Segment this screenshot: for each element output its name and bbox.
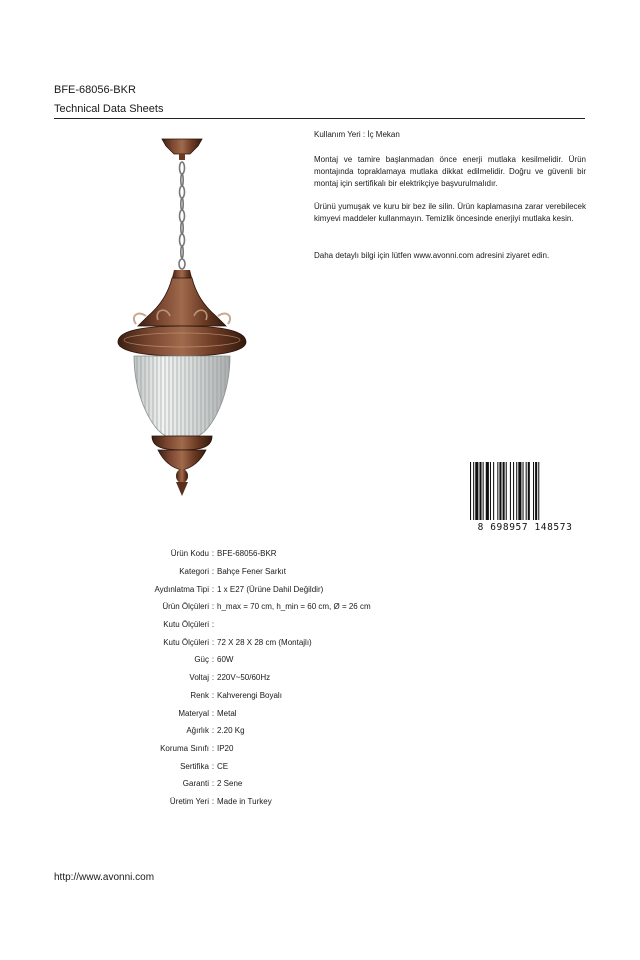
spec-row xyxy=(54,616,594,634)
spec-label: Üretim Yeri xyxy=(169,796,209,806)
spec-row xyxy=(54,704,594,722)
spec-value: 2 Sene xyxy=(217,779,243,789)
spec-label: Voltaj xyxy=(189,673,209,683)
spec-separator: : xyxy=(211,796,215,806)
spec-row xyxy=(54,580,594,598)
spec-value: 2.20 Kg xyxy=(217,726,245,736)
spec-value: 220V~50/60Hz xyxy=(217,673,271,683)
spec-row xyxy=(54,722,594,740)
spec-separator: : xyxy=(211,637,215,647)
barcode-bars xyxy=(470,462,539,520)
spec-label: Sertifika xyxy=(180,761,209,771)
spec-separator: : xyxy=(211,690,215,700)
spec-separator: : xyxy=(211,743,215,753)
spec-label: Kutu Ölçüleri xyxy=(163,637,209,647)
spec-separator: : xyxy=(211,567,215,577)
spec-separator: : xyxy=(211,549,215,559)
spec-row xyxy=(54,775,594,793)
spec-value: Kahverengi Boyalı xyxy=(217,690,282,700)
spec-label: Materyal xyxy=(178,708,209,718)
spec-value: IP20 xyxy=(217,743,234,753)
cleaning-note: Ürünü yumuşak ve kuru bir bez ile silin. Ürün kaplamasına zarar verebilecek kimyevi maddeler kullanmayın. Temizlik öncesinde enerjiyi mutlaka kesin. xyxy=(314,202,586,223)
spec-value: 72 X 28 X 28 cm (Montajlı) xyxy=(217,637,312,647)
product-code-heading: BFE-68056-BKR xyxy=(54,84,136,96)
safety-note: Montaj ve tamire başlanmadan önce enerji mutlaka kesilmelidir. Ürün montajında topraklamaya mutlaka dikkat edilmelidir. Doğru ve güvenli bir montaj için sertifikalı bir elektrikçiye başvurulmalıdır. xyxy=(314,155,586,188)
spec-label: Ürün Ölçüleri xyxy=(162,602,209,612)
spec-value: 60W xyxy=(217,655,234,665)
spec-value: 1 x E27 (Ürüne Dahil Değildir) xyxy=(217,584,324,594)
spec-separator: : xyxy=(211,620,215,630)
spec-label: Kategori xyxy=(179,567,209,577)
spec-row xyxy=(54,793,594,811)
spec-label: Garanti xyxy=(182,779,209,789)
spec-label: Aydınlatma Tipi xyxy=(154,584,209,594)
spec-separator: : xyxy=(211,779,215,789)
spec-label: Koruma Sınıfı xyxy=(160,743,209,753)
document-subtitle: Technical Data Sheets xyxy=(54,103,164,115)
spec-row xyxy=(54,740,594,758)
spec-separator: : xyxy=(211,602,215,612)
barcode-digits: 8 698957 148573 xyxy=(477,522,573,532)
spec-separator: : xyxy=(211,726,215,736)
spec-label: Güç xyxy=(194,655,209,665)
product-image xyxy=(108,134,256,500)
spec-row xyxy=(54,598,594,616)
spec-value: Bahçe Fener Sarkıt xyxy=(217,567,286,577)
spec-value: h_max = 70 cm, h_min = 60 cm, Ø = 26 cm xyxy=(217,602,371,612)
spec-row xyxy=(54,563,594,581)
spec-row xyxy=(54,757,594,775)
spec-label: Kutu Ölçüleri xyxy=(163,620,209,630)
spec-separator: : xyxy=(211,584,215,594)
spec-row xyxy=(54,633,594,651)
spec-label: Ürün Kodu xyxy=(170,549,209,559)
spec-separator: : xyxy=(211,673,215,683)
spec-row xyxy=(54,669,594,687)
spec-value: BFE-68056-BKR xyxy=(217,549,277,559)
spec-row xyxy=(54,651,594,669)
spec-separator: : xyxy=(211,761,215,771)
spec-row xyxy=(54,545,594,563)
header-divider xyxy=(54,118,585,119)
spec-row xyxy=(54,687,594,705)
usage-location: Kullanım Yeri : İç Mekan xyxy=(314,130,400,139)
spec-label: Ağırlık xyxy=(186,726,209,736)
barcode xyxy=(466,462,584,532)
footer-website-link[interactable]: http://www.avonni.com xyxy=(54,872,155,883)
spec-separator: : xyxy=(211,655,215,665)
spec-label: Renk xyxy=(190,690,209,700)
spec-separator: : xyxy=(211,708,215,718)
spec-value: Made in Turkey xyxy=(217,796,272,806)
spec-table xyxy=(54,545,594,810)
spec-value: CE xyxy=(217,761,229,771)
spec-value: Metal xyxy=(217,708,237,718)
website-note: Daha detaylı bilgi için lütfen www.avonni.com adresini ziyaret edin. xyxy=(314,251,550,260)
